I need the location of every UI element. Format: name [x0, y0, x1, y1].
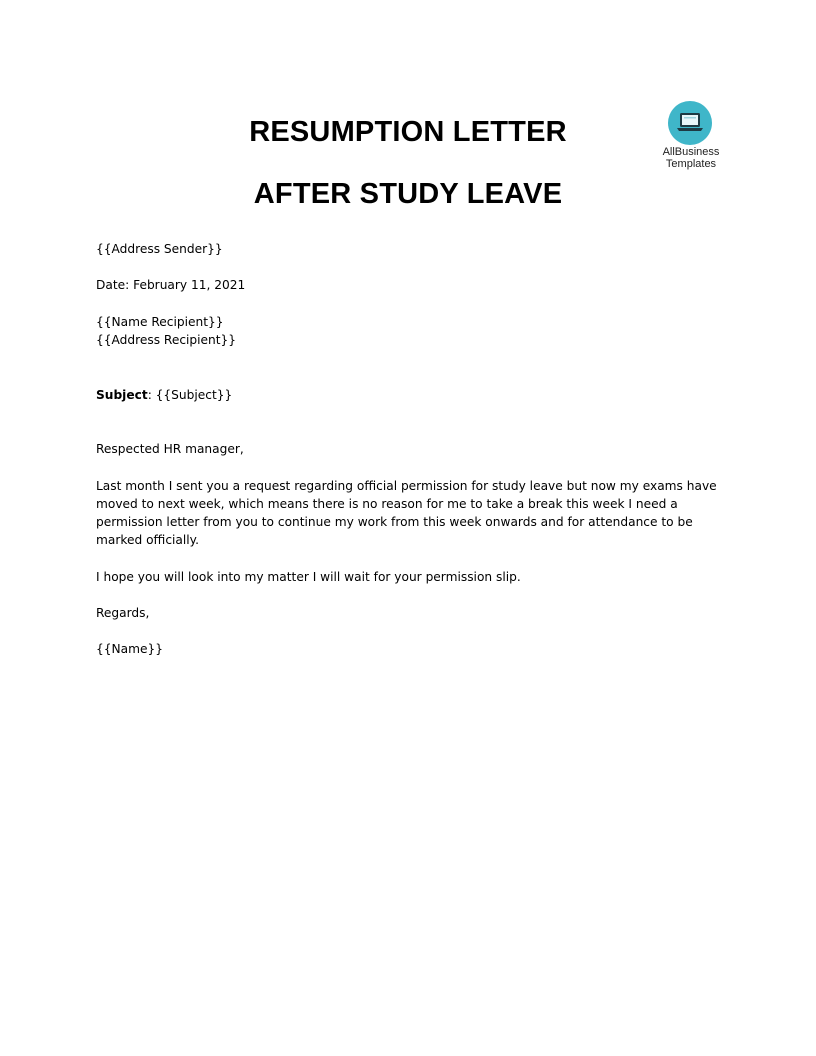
closing: Regards, — [96, 605, 150, 620]
salutation: Respected HR manager, — [96, 442, 244, 457]
subject-label: Subject — [96, 387, 148, 402]
body-paragraph-2: I hope you will look into my matter I will wait for your permission slip. — [96, 569, 521, 584]
logo-badge — [668, 101, 712, 145]
logo-text-line-1: AllBusiness — [662, 146, 720, 158]
sender-address: {{Address Sender}} — [96, 242, 223, 256]
subject-line — [96, 386, 726, 404]
laptop-icon — [677, 112, 703, 134]
letter-date: Date: February 11, 2021 — [96, 278, 246, 293]
body-paragraph-1: Last month I sent you a request regarding official permission for study leave but now my exams have moved to next week, which means there is no reason for me to take a break this week I need a permission letter from you to continue my work from this week onwards and for attendance to be marked officially. — [96, 478, 717, 548]
recipient-address: {{Address Recipient}} — [96, 332, 237, 347]
document-title-line-1: RESUMPTION LETTER — [249, 116, 567, 148]
recipient-name: {{Name Recipient}} — [96, 314, 224, 329]
allbusiness-templates-logo — [652, 101, 730, 173]
document-title-line-2: AFTER STUDY LEAVE — [253, 178, 563, 210]
logo-text — [652, 146, 730, 170]
signature-name: {{Name}} — [96, 642, 163, 657]
subject-value: : {{Subject}} — [147, 387, 233, 402]
logo-text-line-2: Templates — [665, 158, 717, 170]
letter-body — [96, 240, 726, 659]
